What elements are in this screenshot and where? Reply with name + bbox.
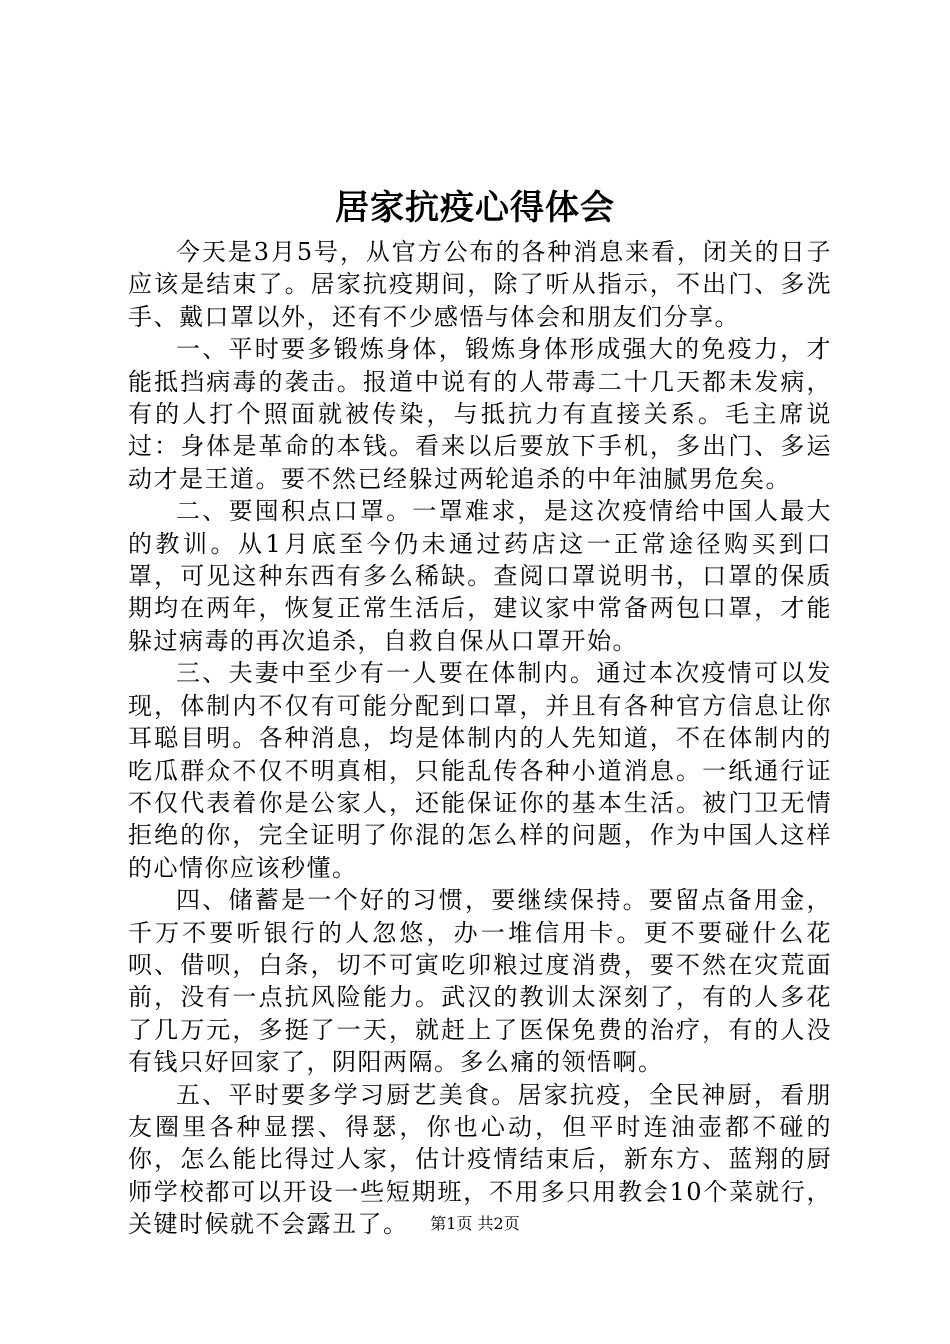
paragraph-savings: 四、储蓄是一个好的习惯，要继续保持。要留点备用金，千万不要听银行的人忽悠，办一堆信用卡。更不要碰什么花呗、借呗，白条，切不可寅吃卯粮过度消费，要不然在灾荒面前，没有一点抗风险能力。武汉的教训太深刻了，有的人多花了几万元，多挺了一天，就赶上了医保免费的治疗，有的人没有钱只好回家了，阴阳两隔。多么痛的领悟啊。 xyxy=(128,886,832,1077)
paragraph-cooking: 五、平时要多学习厨艺美食。居家抗疫，全民神厨，看朋友圈里各种显摆、得瑟，你也心动，但平时连油壶都不碰的你，怎么能比得过人家，估计疫情结束后，新东方、蓝翔的厨师学校都可以开设一些短期班，不用多只用教会10个菜就行，关键时候就不会露丑了。 xyxy=(128,1080,832,1239)
page-number-footer: 第1页 共2页 xyxy=(430,1214,520,1233)
paragraph-intro: 今天是3月5号，从官方公布的各种消息来看，闭关的日子应该是结束了。居家抗疫期间，除了听从指示，不出门、多洗手、戴口罩以外，还有不少感悟与体会和朋友们分享。 xyxy=(128,238,832,331)
paragraph-institution: 三、夫妻中至少有一人要在体制内。通过本次疫情可以发现，体制内不仅有可能分配到口罩，并且有各种官方信息让你耳聪目明。各种消息，均是体制内的人先知道，不在体制内的吃瓜群众不仅不明真相，只能乱传各种小道消息。一纸通行证不仅代表着你是公家人，还能保证你的基本生活。被门卫无情拒绝的你，完全证明了你混的怎么样的问题，作为中国人这样的心情你应该秒懂。 xyxy=(128,659,832,882)
paragraph-masks: 二、要囤积点口罩。一罩难求，是这次疫情给中国人最大的教训。从1月底至今仍未通过药店这一正常途径购买到口罩，可见这种东西有多么稀缺。查阅口罩说明书，口罩的保质期均在两年，恢复正常生活后，建议家中常备两包口罩，才能躲过病毒的再次追杀，自救自保从口罩开始。 xyxy=(128,497,832,655)
document-title: 居家抗疫心得体会 xyxy=(335,188,615,228)
paragraph-exercise: 一、平时要多锻炼身体，锻炼身体形成强大的免疫力，才能抵挡病毒的袭击。报道中说有的人带毒二十几天都未发病，有的人打个照面就被传染，与抵抗力有直接关系。毛主席说过：身体是革命的本钱。看来以后要放下手机，多出门、多运动才是王道。要不然已经躲过两轮追杀的中年油腻男危矣。 xyxy=(128,335,832,493)
document-body xyxy=(128,236,832,1241)
